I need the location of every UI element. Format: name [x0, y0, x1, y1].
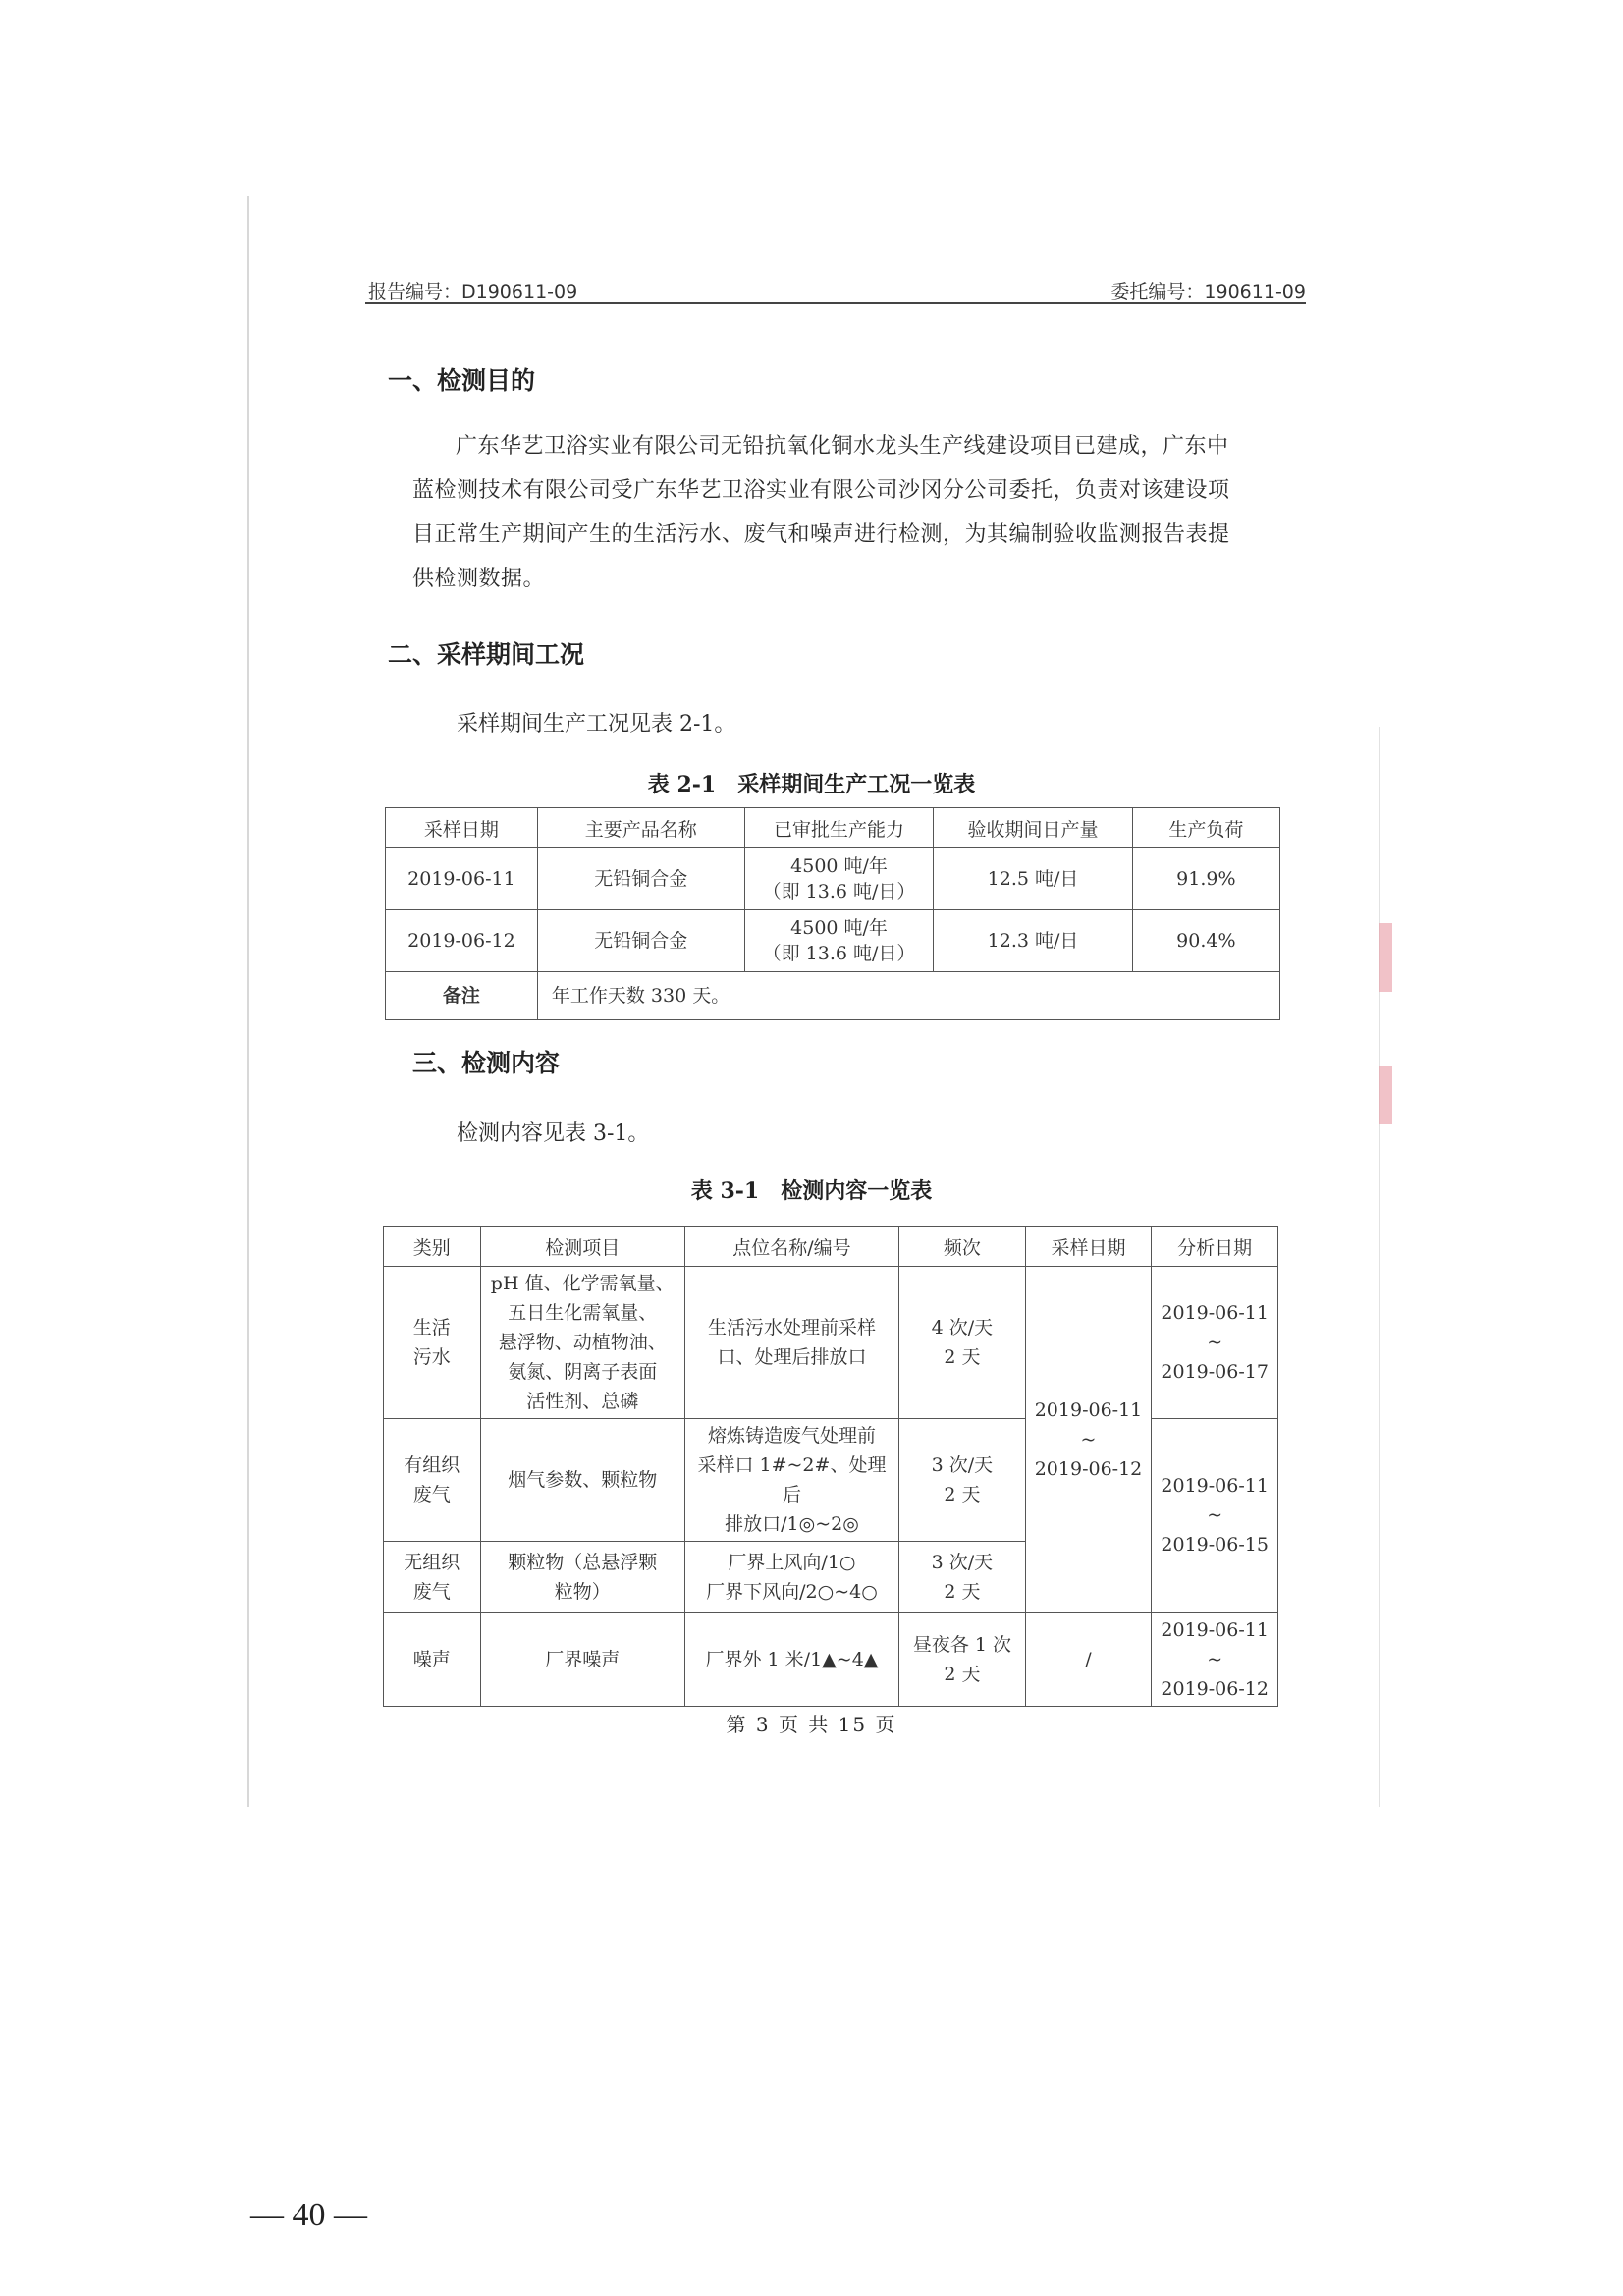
section-3-text: 检测内容见表 3-1。 — [457, 1121, 650, 1146]
table-header-row — [386, 808, 1280, 848]
table-row — [384, 1613, 1278, 1707]
section-3-title: 三、检测内容 — [412, 1049, 561, 1077]
col-sampling-date: 采样日期 — [386, 808, 538, 848]
col-category: 类别 — [384, 1227, 481, 1267]
table-row — [386, 848, 1280, 910]
col-analysis-date: 分析日期 — [1152, 1227, 1278, 1267]
col-point: 点位名称/编号 — [684, 1227, 898, 1267]
note-label: 备注 — [386, 972, 538, 1020]
cell-category: 无组织 废气 — [384, 1542, 481, 1613]
cell-product: 无铅铜合金 — [537, 848, 744, 910]
cell-output: 12.3 吨/日 — [934, 910, 1132, 972]
cell-frequency: 4 次/天 2 天 — [899, 1267, 1026, 1419]
col-sampling-date: 采样日期 — [1025, 1227, 1152, 1267]
section-2-title: 二、采样期间工况 — [388, 640, 585, 669]
cell-sampling-date: 2019-06-11 ~ 2019-06-12 — [1025, 1267, 1152, 1613]
entrust-number: 委托编号：190611-09 — [1110, 281, 1306, 302]
cell-load: 90.4% — [1132, 910, 1279, 972]
table-3-1-caption: 表 3-1 检测内容一览表 — [690, 1178, 933, 1204]
table-2-1-caption: 表 2-1 采样期间生产工况一览表 — [647, 772, 976, 797]
scan-edge-left — [247, 196, 249, 1807]
cell-date: 2019-06-11 — [386, 848, 538, 910]
capacity-annual: 4500 吨/年 — [790, 855, 888, 877]
col-product: 主要产品名称 — [537, 808, 744, 848]
cell-items: 烟气参数、颗粒物 — [480, 1419, 684, 1542]
cell-items: pH 值、化学需氧量、 五日生化需氧量、 悬浮物、动植物油、 氨氮、阴离子表面 活性剂、总磷 — [480, 1267, 684, 1419]
report-number: 报告编号：D190611-09 — [368, 281, 578, 302]
cell-analysis-date: 2019-06-11 ~ 2019-06-12 — [1152, 1613, 1278, 1707]
page-number: — 40 — — [250, 2197, 367, 2233]
cell-point: 熔炼铸造废气处理前 采样口 1#~2#、处理后 排放口/1◎~2◎ — [684, 1419, 898, 1542]
col-daily-output: 验收期间日产量 — [934, 808, 1132, 848]
page-footer: 第 3 页 共 15 页 — [726, 1713, 897, 1736]
table-row — [386, 910, 1280, 972]
table-3-1 — [383, 1226, 1278, 1707]
cell-frequency: 3 次/天 2 天 — [899, 1419, 1026, 1542]
cell-output: 12.5 吨/日 — [934, 848, 1132, 910]
cell-point: 生活污水处理前采样 口、处理后排放口 — [684, 1267, 898, 1419]
cell-category: 噪声 — [384, 1613, 481, 1707]
capacity-annual: 4500 吨/年 — [790, 917, 888, 939]
section-2-text: 采样期间生产工况见表 2-1。 — [457, 712, 736, 737]
capacity-daily: （即 13.6 吨/日） — [762, 943, 916, 964]
cell-frequency: 昼夜各 1 次 2 天 — [899, 1613, 1026, 1707]
seal-fragment-top — [1379, 923, 1392, 992]
cell-capacity — [744, 848, 934, 910]
cell-analysis-date: 2019-06-11 ~ 2019-06-15 — [1152, 1419, 1278, 1613]
capacity-daily: （即 13.6 吨/日） — [762, 881, 916, 902]
section-1-title: 一、检测目的 — [388, 366, 536, 395]
col-frequency: 频次 — [899, 1227, 1026, 1267]
table-note-row — [386, 972, 1280, 1020]
cell-analysis-date: 2019-06-11 ~ 2019-06-17 — [1152, 1267, 1278, 1419]
seal-fragment-bottom — [1379, 1066, 1392, 1124]
col-items: 检测项目 — [480, 1227, 684, 1267]
table-2-1 — [385, 807, 1280, 1020]
cell-items: 厂界噪声 — [480, 1613, 684, 1707]
header-rule — [365, 302, 1306, 304]
table-row — [384, 1267, 1278, 1419]
cell-load: 91.9% — [1132, 848, 1279, 910]
cell-product: 无铅铜合金 — [537, 910, 744, 972]
cell-point: 厂界上风向/1○ 厂界下风向/2○~4○ — [684, 1542, 898, 1613]
cell-items: 颗粒物（总悬浮颗 粒物） — [480, 1542, 684, 1613]
scan-edge-right — [1379, 727, 1380, 1807]
col-capacity: 已审批生产能力 — [744, 808, 934, 848]
cell-frequency: 3 次/天 2 天 — [899, 1542, 1026, 1613]
cell-category: 有组织 废气 — [384, 1419, 481, 1542]
cell-capacity — [744, 910, 934, 972]
section-1-text: 广东华艺卫浴实业有限公司无铅抗氧化铜水龙头生产线建设项目已建成，广东中蓝检测技术有限公司受广东华艺卫浴实业有限公司沙冈分公司委托，负责对该建设项目正常生产期间产生的生活污水、废气和噪声进行检测，为其编制验收监测报告表提供检测数据。 — [412, 434, 1230, 591]
cell-point: 厂界外 1 米/1▲~4▲ — [684, 1613, 898, 1707]
cell-date: 2019-06-12 — [386, 910, 538, 972]
cell-sampling-date: / — [1025, 1613, 1152, 1707]
note-text: 年工作天数 330 天。 — [537, 972, 1279, 1020]
col-load: 生产负荷 — [1132, 808, 1279, 848]
cell-category: 生活 污水 — [384, 1267, 481, 1419]
table-header-row — [384, 1227, 1278, 1267]
